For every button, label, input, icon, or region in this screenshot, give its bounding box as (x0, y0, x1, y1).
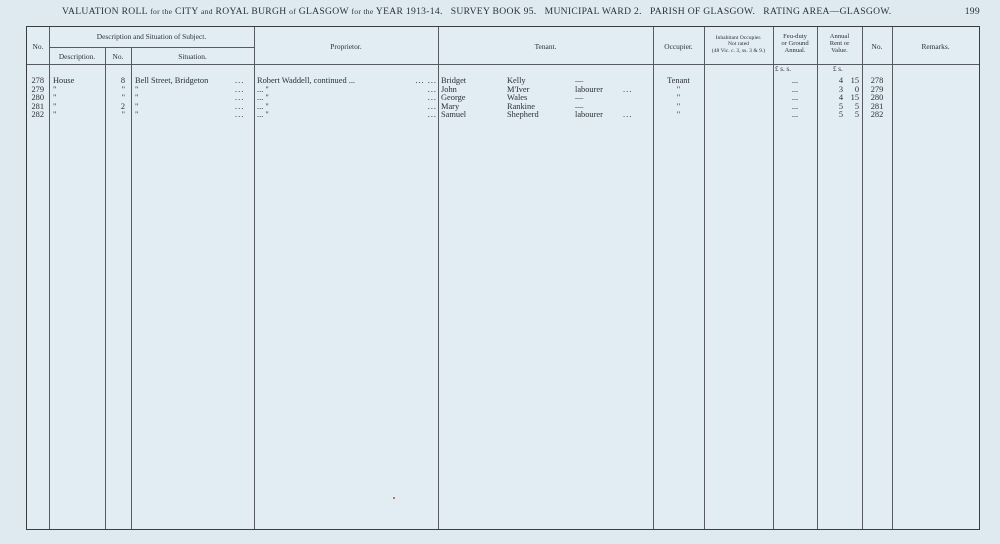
header-occupier: Occupier. (664, 42, 693, 51)
row-tenant-dots: ... (623, 84, 633, 94)
header-situation: Situation. (178, 52, 207, 61)
row-rent-shillings: 5 (854, 110, 859, 120)
row-no: 279 (31, 84, 44, 94)
header-no-right: No. (871, 42, 883, 51)
row-occupier: " (676, 110, 681, 120)
title-part: GLASGOW (298, 6, 349, 17)
header-line: (48 Vic. c. 3, ss. 3 & 9.) (711, 47, 766, 54)
title-part: of (289, 7, 297, 16)
row-no-right: 279 (870, 84, 884, 94)
title-part: for the (351, 7, 374, 16)
row-rent-shillings: 15 (850, 76, 859, 85)
row-tenant-last: Kelly (507, 76, 526, 85)
row-description: " (53, 101, 57, 111)
row-tenant-last: M'Iver (507, 84, 530, 94)
row-occupier: " (676, 101, 681, 111)
row-rent-shillings: 5 (854, 101, 859, 111)
header-description-group: Description and Situation of Subject. (96, 32, 207, 41)
row-tenant-last: Wales (507, 93, 528, 103)
row-rent-shillings: 15 (850, 93, 859, 103)
row-rent-pounds: 3 (838, 84, 843, 94)
row-description: " (53, 110, 57, 120)
row-sub-no: " (121, 110, 125, 120)
valuation-table (26, 26, 980, 530)
row-description: " (53, 84, 57, 94)
row-tenant-occupation: — (575, 76, 584, 85)
table-row (27, 110, 979, 119)
row-sub-no: 2 (120, 101, 125, 111)
row-no-right: 278 (870, 76, 884, 85)
row-rent-pounds: 5 (838, 110, 843, 120)
header-subrule (49, 47, 254, 48)
row-proprietor: ... " (257, 101, 269, 111)
header-line: Value. (831, 47, 848, 55)
header-no: No. (32, 42, 44, 51)
row-no: 281 (31, 101, 44, 111)
header-line: Not rated (728, 41, 749, 48)
row-no-right: 280 (870, 93, 884, 103)
row-proprietor-dots: ... (427, 101, 437, 111)
row-situation: " (135, 101, 139, 111)
row-feu-duty: ... (791, 84, 799, 94)
row-tenant-occupation: — (575, 93, 584, 103)
rating-area: RATING AREA—GLASGOW. (763, 6, 892, 17)
row-feu-duty: ... (791, 76, 799, 85)
header-line: or Ground (781, 40, 809, 48)
row-tenant-first: Bridget (441, 76, 467, 85)
row-situation: " (135, 93, 139, 103)
row-no: 278 (31, 76, 44, 85)
row-feu-duty: ... (791, 93, 799, 103)
row-sub-no: 8 (120, 76, 125, 85)
parish: PARISH OF GLASGOW. (649, 6, 756, 17)
header-line: Feu-duty (783, 33, 807, 40)
row-tenant-first: Samuel (441, 110, 467, 120)
row-rent-pounds: 4 (838, 76, 843, 85)
row-feu-duty: ... (791, 110, 799, 120)
page-number: 199 (964, 6, 980, 17)
row-tenant-first: Mary (441, 101, 460, 111)
row-proprietor: ... " (257, 93, 269, 103)
row-feu-duty: ... (791, 101, 799, 111)
title-part: VALUATION ROLL (62, 6, 148, 17)
row-proprietor: ... " (257, 84, 269, 94)
row-tenant-last: Rankine (507, 101, 535, 111)
row-sub-no: " (121, 84, 125, 94)
header-line: Annual (829, 33, 850, 40)
header-description: Description. (58, 52, 96, 61)
survey-book: SURVEY BOOK 95. (450, 6, 537, 17)
header-remarks: Remarks. (921, 42, 950, 51)
header-line: Inhabitant Occupier. (715, 35, 762, 41)
row-tenant-last: Shepherd (507, 110, 539, 120)
roll-title (62, 6, 892, 17)
row-situation-dots: ... (235, 101, 245, 111)
row-situation-dots: ... (235, 110, 245, 120)
ward: MUNICIPAL WARD 2. (544, 6, 642, 17)
row-tenant-occupation: labourer (575, 110, 603, 120)
row-rent-pounds: 5 (838, 101, 843, 111)
row-situation-dots: ... (235, 93, 245, 103)
row-proprietor-dots: ... (427, 93, 437, 103)
row-proprietor-dots: ... (427, 110, 437, 120)
header-sub-no: No. (112, 52, 124, 61)
feu-units: £ s. s. (775, 65, 791, 73)
title-part: ROYAL BURGH (215, 6, 287, 17)
header-tenant: Tenant. (534, 42, 557, 51)
row-proprietor: ... " (257, 110, 269, 120)
header-proprietor: Proprietor. (330, 42, 362, 51)
title-part: for the (150, 7, 173, 16)
row-tenant-dots: ... (623, 110, 633, 120)
row-tenant-first: George (441, 93, 466, 103)
row-situation-dots: ... (235, 84, 245, 94)
header-line: Annual. (784, 47, 806, 55)
header-line: Rent or (829, 40, 850, 48)
row-proprietor-dots: ... ... (415, 76, 437, 85)
header-annual-rent (817, 33, 862, 55)
row-tenant-occupation: labourer (575, 84, 603, 94)
row-sub-no: " (121, 93, 125, 103)
row-occupier: " (676, 84, 681, 94)
row-situation-dots: ... (235, 76, 245, 85)
ink-speck (393, 497, 395, 499)
row-rent-pounds: 4 (838, 93, 843, 103)
page-header (50, 6, 980, 20)
row-no-right: 282 (870, 110, 884, 120)
row-no-right: 281 (870, 101, 884, 111)
title-part: and (200, 7, 213, 16)
row-rent-shillings: 0 (854, 84, 859, 94)
title-part: CITY (175, 6, 199, 17)
row-tenant-occupation: — (575, 101, 584, 111)
title-part: YEAR 1913-14. (375, 6, 443, 17)
row-description: " (53, 93, 57, 103)
row-situation: " (135, 84, 139, 94)
header-feu-duty (773, 33, 817, 55)
rent-units: £ s. (833, 65, 843, 73)
row-occupier: " (676, 93, 681, 103)
row-description: House (53, 76, 75, 85)
header-inhabitant (704, 35, 773, 54)
row-no: 282 (31, 110, 44, 120)
row-proprietor: Robert Waddell, continued ... (257, 76, 356, 85)
row-tenant-first: John (441, 84, 457, 94)
row-occupier: Tenant (667, 76, 690, 85)
row-proprietor-dots: ... (427, 84, 437, 94)
row-situation: Bell Street, Bridgeton (135, 76, 209, 85)
row-no: 280 (31, 93, 44, 103)
row-situation: " (135, 110, 139, 120)
